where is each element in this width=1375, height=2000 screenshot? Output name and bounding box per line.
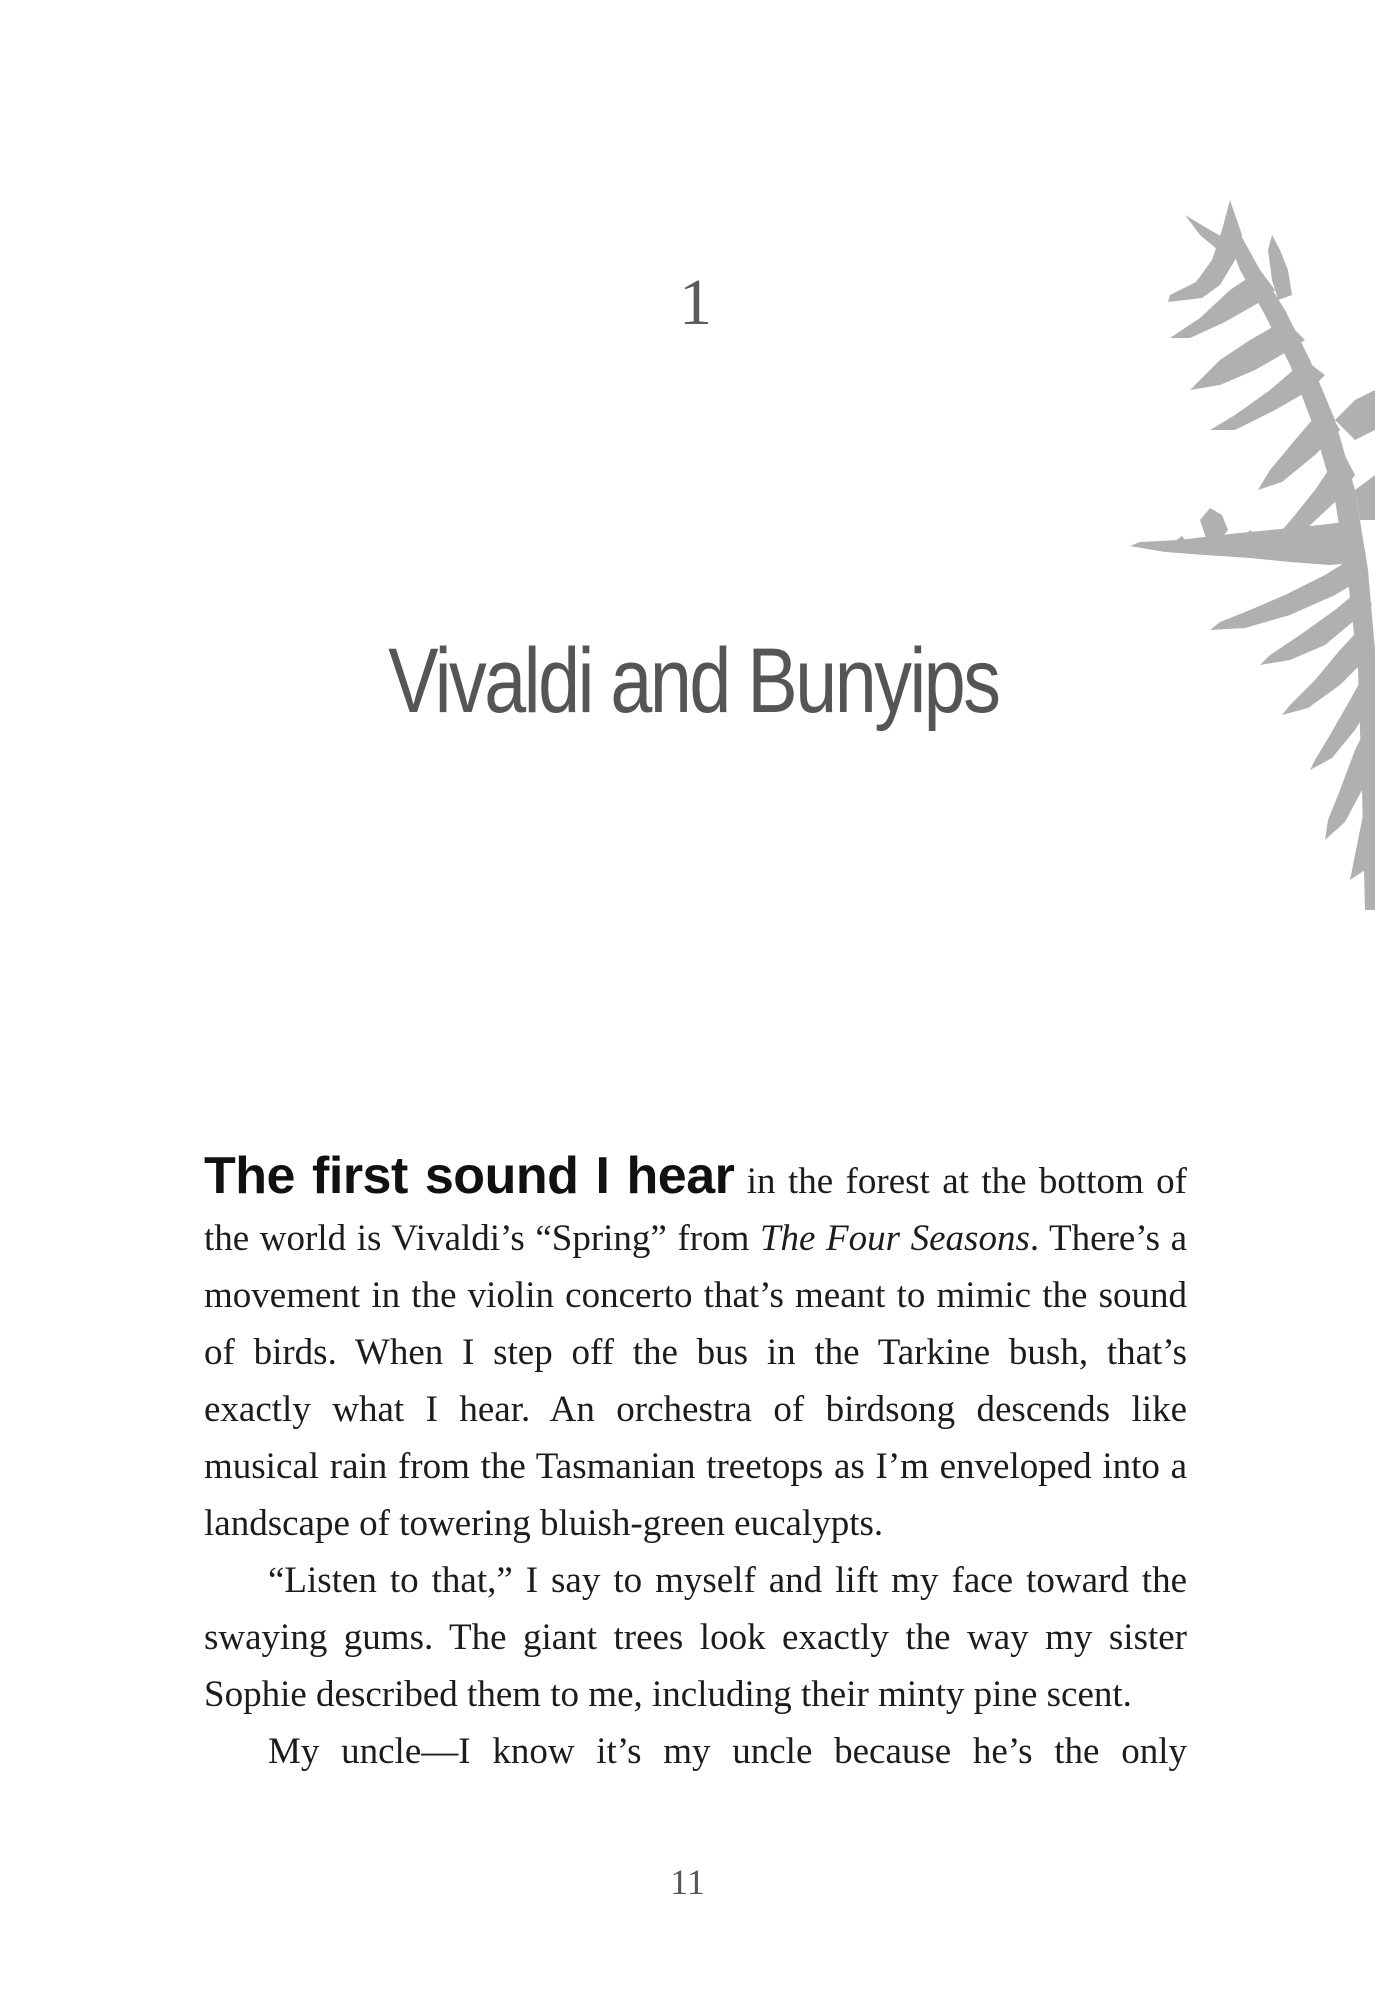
chapter-title: Vivaldi and Bunyips	[388, 630, 999, 732]
paragraph-2: “Listen to that,” I say to myself and lift my face toward the swaying gums. The giant trees look exactly the way my sister Sophie described them to me, including their minty pine scent.	[204, 1560, 1187, 1715]
paragraph-3: My uncle—I know it’s my uncle because he’s the only	[268, 1731, 1187, 1772]
lead-in-text: The first sound I hear	[204, 1147, 735, 1205]
italic-title: The Four Seasons	[759, 1218, 1030, 1259]
page-number: 11	[670, 1862, 705, 1902]
paragraph-1	[204, 1148, 1187, 1552]
paragraph-text: in the forest at the bottom of the world is Vivaldi’s “Spring” from	[204, 1161, 1187, 1259]
paragraph-text: . There’s a movement in the violin concerto that’s meant to mimic the sound of birds. When I step off the bus in the Tarkine bush, that’s exactly what I hear. An orchestra of birdsong descends like musical rain from the Tasmanian treetops as I’m enveloped into a landscape of towering bluish-green eucalypts.	[204, 1218, 1187, 1544]
chapter-body	[204, 1148, 1187, 1780]
chapter-number: 1	[679, 266, 712, 339]
